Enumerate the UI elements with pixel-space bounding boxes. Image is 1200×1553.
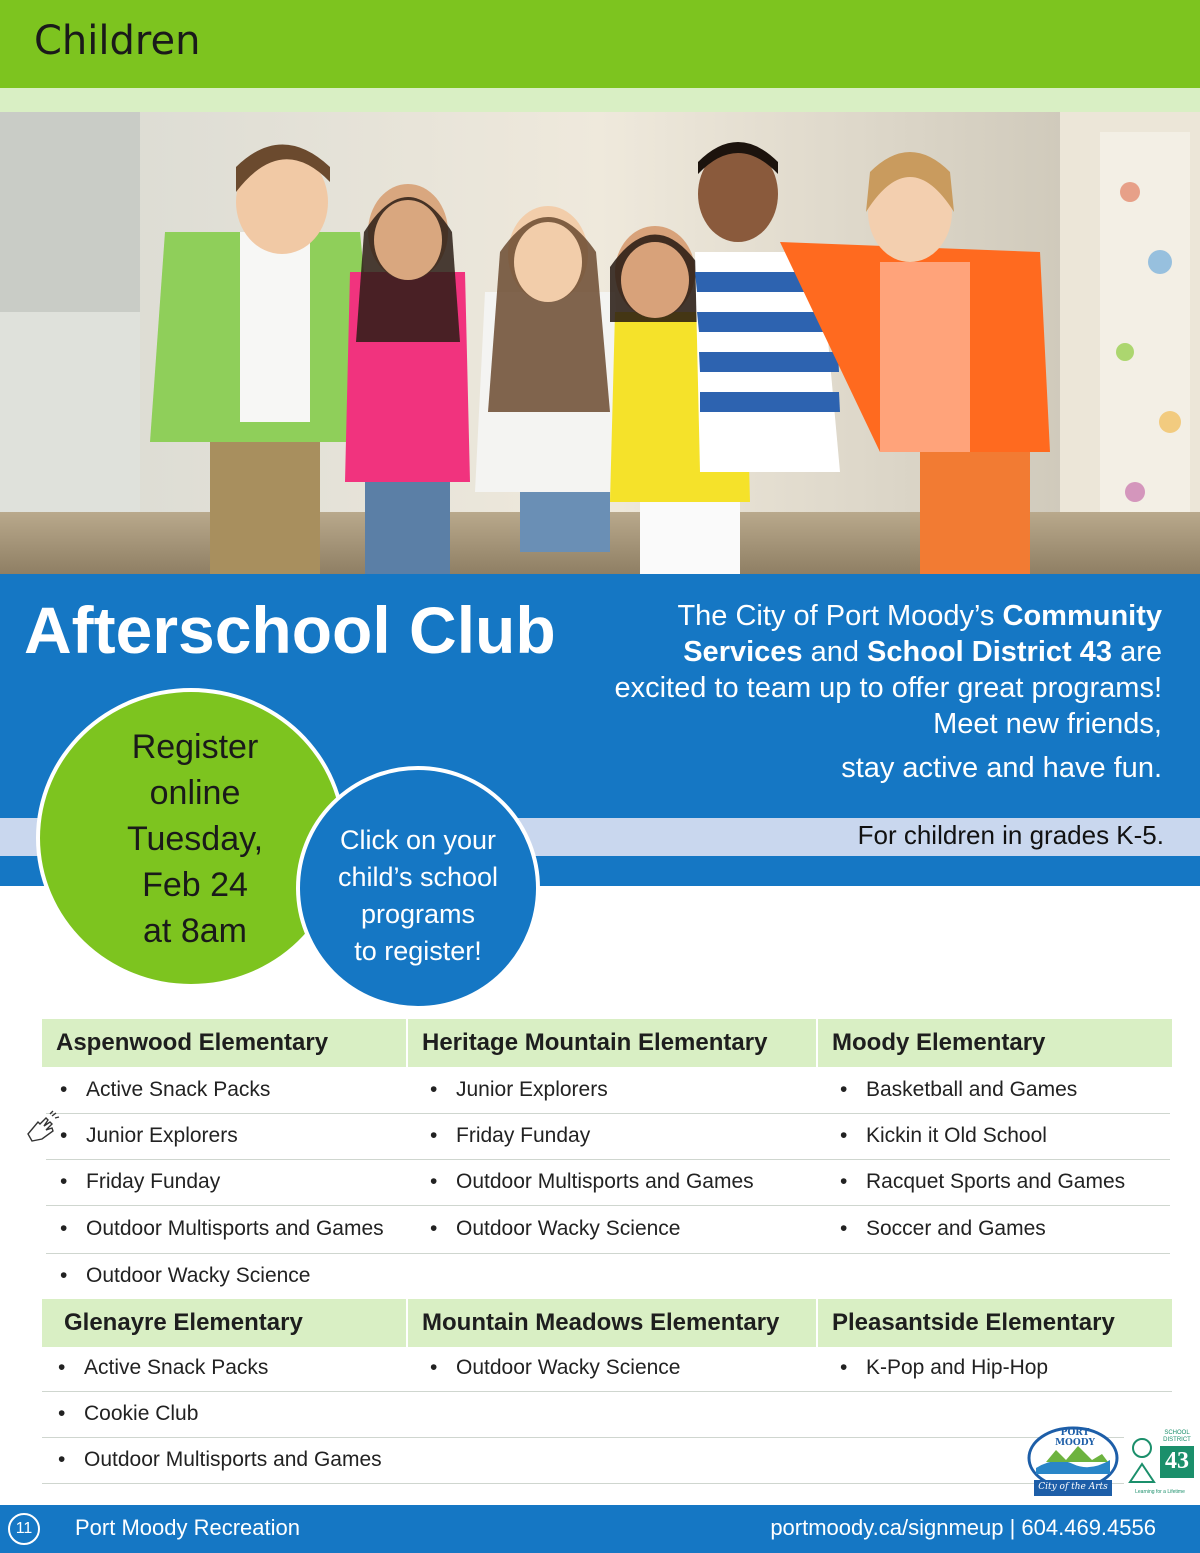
school-district-logo-tagline: Learning for a Lifetime	[1135, 1489, 1185, 1495]
program-link[interactable]	[58, 1448, 382, 1472]
bullet: •	[430, 1170, 438, 1193]
click-line-4: to register!	[354, 936, 482, 966]
school-header-moody[interactable]: Moody Elementary	[818, 1019, 1172, 1067]
bullet: •	[840, 1217, 848, 1240]
program-link[interactable]	[60, 1217, 384, 1241]
table-divider	[46, 1159, 1170, 1160]
school-district-logo-number: 43	[1165, 1448, 1189, 1474]
program-link[interactable]	[840, 1078, 1077, 1102]
register-line-3: Tuesday,	[126, 820, 264, 858]
click-line-2: child’s school	[337, 862, 499, 892]
bullet: •	[60, 1264, 68, 1287]
program-label: Basketball and Games	[866, 1078, 1078, 1101]
port-moody-logo-tagline: City of the Arts	[1038, 1482, 1108, 1492]
program-label: Junior Explorers	[86, 1124, 238, 1147]
program-link[interactable]	[58, 1402, 198, 1426]
program-link[interactable]	[840, 1217, 1046, 1241]
program-label: Racquet Sports and Games	[866, 1170, 1126, 1193]
footer-publisher: Port Moody Recreation	[75, 1515, 300, 1540]
club-intro	[602, 598, 1162, 786]
bullet: •	[430, 1356, 438, 1379]
header-accent-strip	[0, 88, 1200, 112]
school-header-aspenwood[interactable]: Aspenwood Elementary	[42, 1019, 406, 1067]
bullet: •	[840, 1170, 848, 1193]
program-link[interactable]	[60, 1124, 238, 1148]
hero-photo	[0, 112, 1200, 574]
register-line-4: Feb 24	[142, 866, 248, 904]
intro-text-4: stay active and have fun.	[841, 752, 1162, 784]
program-label: Outdoor Wacky Science	[86, 1264, 311, 1287]
bullet: •	[60, 1217, 68, 1240]
program-label: Outdoor Multisports and Games	[84, 1448, 382, 1471]
bullet: •	[60, 1170, 68, 1193]
register-line-5: at 8am	[143, 912, 247, 950]
program-label: Friday Funday	[456, 1124, 591, 1147]
school-header-pleasantside[interactable]: Pleasantside Elementary	[818, 1299, 1172, 1347]
section-title: Children	[34, 18, 201, 64]
school-district-logo-label: SCHOOL DISTRICT	[1163, 1430, 1191, 1443]
port-moody-logo-name: PORT MOODY	[1055, 1428, 1095, 1448]
intro-bold-school-district: School District 43	[867, 636, 1113, 668]
register-line-2: online	[149, 774, 241, 812]
school-header-mountain-meadows[interactable]: Mountain Meadows Elementary	[408, 1299, 816, 1347]
program-link[interactable]	[840, 1356, 1048, 1380]
program-label: Active Snack Packs	[84, 1356, 269, 1379]
intro-text-1: The City of Port Moody’s	[677, 600, 1003, 632]
footer-contact-link[interactable]: portmoody.ca/signmeup | 604.469.4556	[770, 1515, 1156, 1540]
table-divider	[42, 1391, 1172, 1392]
program-label: Active Snack Packs	[86, 1078, 271, 1101]
bullet: •	[60, 1078, 68, 1101]
table-divider	[42, 1437, 1172, 1438]
program-label: Outdoor Multisports and Games	[456, 1170, 754, 1193]
bullet: •	[58, 1448, 66, 1471]
register-line-1: Register	[131, 728, 259, 766]
program-link[interactable]	[430, 1078, 608, 1102]
program-link[interactable]	[58, 1356, 268, 1380]
bullet: •	[58, 1356, 66, 1379]
program-label: Cookie Club	[84, 1402, 199, 1425]
program-link[interactable]	[840, 1124, 1047, 1148]
hand-cursor-icon	[22, 1108, 62, 1148]
bullet: •	[58, 1402, 66, 1425]
intro-bold-community-services: Community Services	[683, 600, 1162, 668]
intro-text-3: are excited to team up to offer great programs! Meet new friends,	[614, 636, 1162, 740]
school-header-glenayre[interactable]: Glenayre Elementary	[42, 1299, 406, 1347]
school-header-heritage-mountain[interactable]: Heritage Mountain Elementary	[408, 1019, 816, 1067]
bullet: •	[430, 1078, 438, 1101]
table-divider	[46, 1205, 1170, 1206]
bullet: •	[840, 1124, 848, 1147]
program-label: K-Pop and Hip-Hop	[866, 1356, 1049, 1379]
table-divider	[46, 1253, 1170, 1254]
program-label: Outdoor Multisports and Games	[86, 1217, 384, 1240]
bullet: •	[840, 1356, 848, 1379]
program-label: Kickin it Old School	[866, 1124, 1047, 1147]
program-link[interactable]	[430, 1124, 590, 1148]
grades-note: For children in grades K-5.	[857, 820, 1164, 850]
school-district-43-logo	[1124, 1428, 1196, 1498]
program-link[interactable]	[430, 1356, 680, 1380]
bullet: •	[430, 1124, 438, 1147]
program-label: Outdoor Wacky Science	[456, 1217, 681, 1240]
table-divider	[42, 1483, 1172, 1484]
program-link[interactable]	[60, 1264, 310, 1288]
section-header-bar	[0, 0, 1200, 88]
program-label: Soccer and Games	[866, 1217, 1046, 1240]
bullet: •	[430, 1217, 438, 1240]
intro-text-2: and	[802, 636, 868, 668]
program-link[interactable]	[430, 1217, 680, 1241]
bullet: •	[60, 1124, 68, 1147]
program-label: Junior Explorers	[456, 1078, 608, 1101]
program-link[interactable]	[430, 1170, 754, 1194]
program-link[interactable]	[60, 1078, 270, 1102]
program-link[interactable]	[60, 1170, 220, 1194]
program-label: Friday Funday	[86, 1170, 221, 1193]
click-to-register-badge[interactable]	[296, 766, 540, 1010]
club-title: Afterschool Club	[24, 593, 556, 667]
bullet: •	[840, 1078, 848, 1101]
table-divider	[46, 1113, 1170, 1114]
page-number: 11	[8, 1513, 40, 1545]
program-label: Outdoor Wacky Science	[456, 1356, 681, 1379]
click-line-1: Click on your	[339, 825, 497, 855]
port-moody-logo	[1026, 1426, 1120, 1498]
click-line-3: programs	[360, 899, 476, 929]
program-link[interactable]	[840, 1170, 1125, 1194]
